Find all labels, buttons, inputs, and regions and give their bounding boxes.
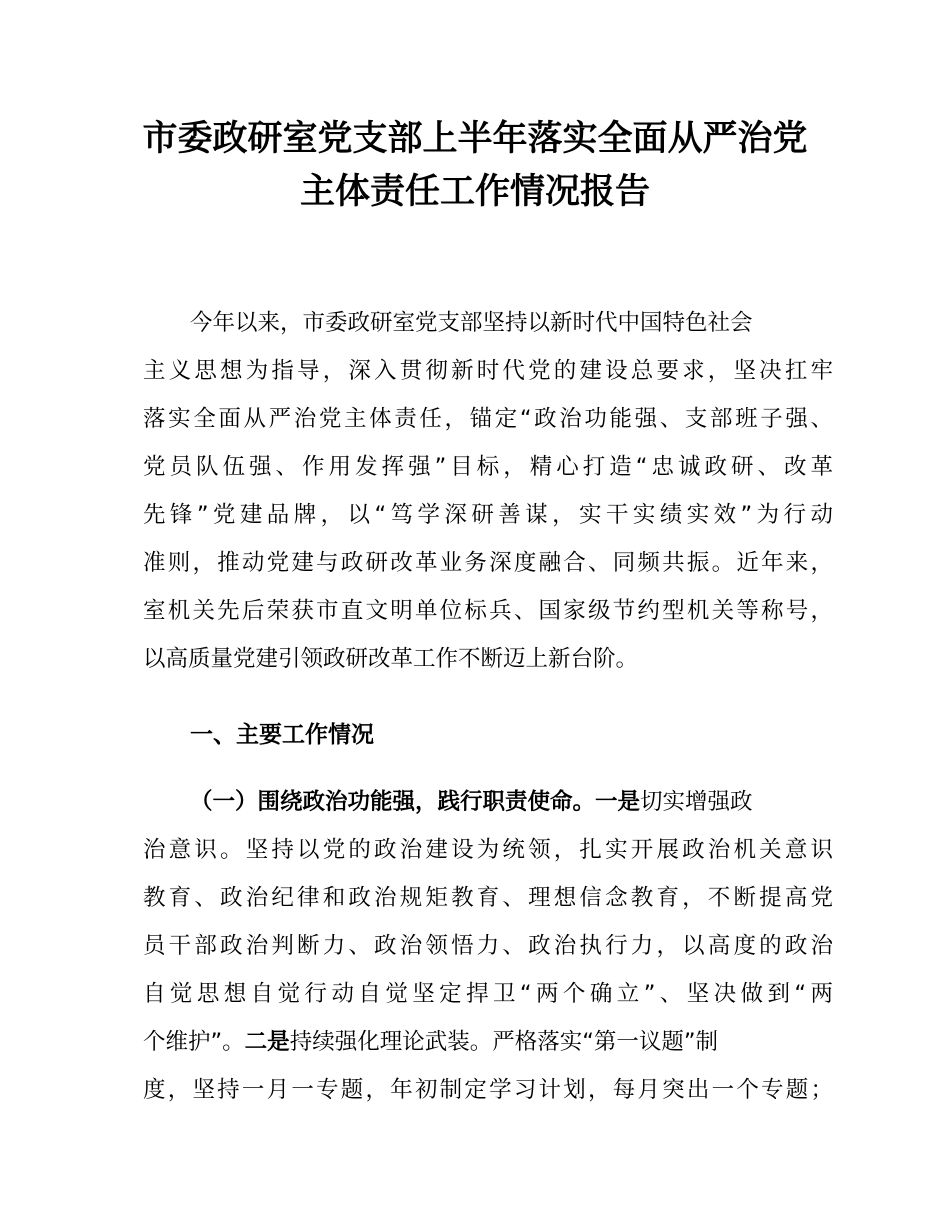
body-paragraph-line: 治意识。坚持以党的政治建设为统领，扎实开展政治机关意识: [143, 837, 833, 863]
body-paragraph-line: 自觉思想自觉行动自觉坚定捍卫“两个确立”、坚决做到“两: [143, 981, 833, 1007]
intro-paragraph-line: 准则，推动党建与政研改革业务深度融合、同频共振。近年来，: [143, 550, 833, 576]
intro-paragraph-line: 今年以来，市委政研室党支部坚持以新时代中国特色社会: [190, 310, 753, 336]
body-paragraph-line: 度，坚持一月一专题，年初制定学习计划，每月突出一个专题；: [143, 1077, 833, 1103]
list-marker: 二是: [244, 1029, 290, 1055]
subsection-first-line: [190, 787, 880, 817]
section-heading: 一、主要工作情况: [190, 722, 374, 748]
document-title-line-1: 市委政研室党支部上半年落实全面从严治党: [142, 118, 808, 159]
body-text: 个维护”。: [143, 1029, 245, 1055]
subsection-heading: （一）围绕政治功能强，践行职责使命。: [190, 789, 596, 815]
intro-paragraph-line: 主义思想为指导，深入贯彻新时代党的建设总要求，坚决扛牢: [143, 358, 833, 384]
body-paragraph-line: 教育、政治纪律和政治规矩教育、理想信念教育，不断提高党: [143, 885, 833, 911]
document-title-line-2: 主体责任工作情况报告: [299, 171, 650, 212]
intro-paragraph-line: 以高质量党建引领政研改革工作不断迈上新台阶。: [143, 646, 639, 672]
body-text: 切实增强政: [640, 789, 753, 815]
intro-paragraph-line: 党员队伍强、作用发挥强”目标，精心打造“忠诚政研、改革: [143, 454, 833, 480]
body-text: 持续强化理论武装。严格落实“第一议题”制: [289, 1029, 719, 1055]
body-paragraph-line: 员干部政治判断力、政治领悟力、政治执行力，以高度的政治: [143, 933, 833, 959]
body-paragraph-line: [143, 1027, 833, 1057]
intro-paragraph-line: 先锋”党建品牌，以“笃学深研善谋，实干实绩实效”为行动: [143, 502, 833, 528]
list-marker: 一是: [595, 789, 641, 815]
intro-paragraph-line: 落实全面从严治党主体责任，锚定“政治功能强、支部班子强、: [143, 406, 833, 432]
intro-paragraph-line: 室机关先后荣获市直文明单位标兵、国家级节约型机关等称号，: [143, 598, 833, 624]
